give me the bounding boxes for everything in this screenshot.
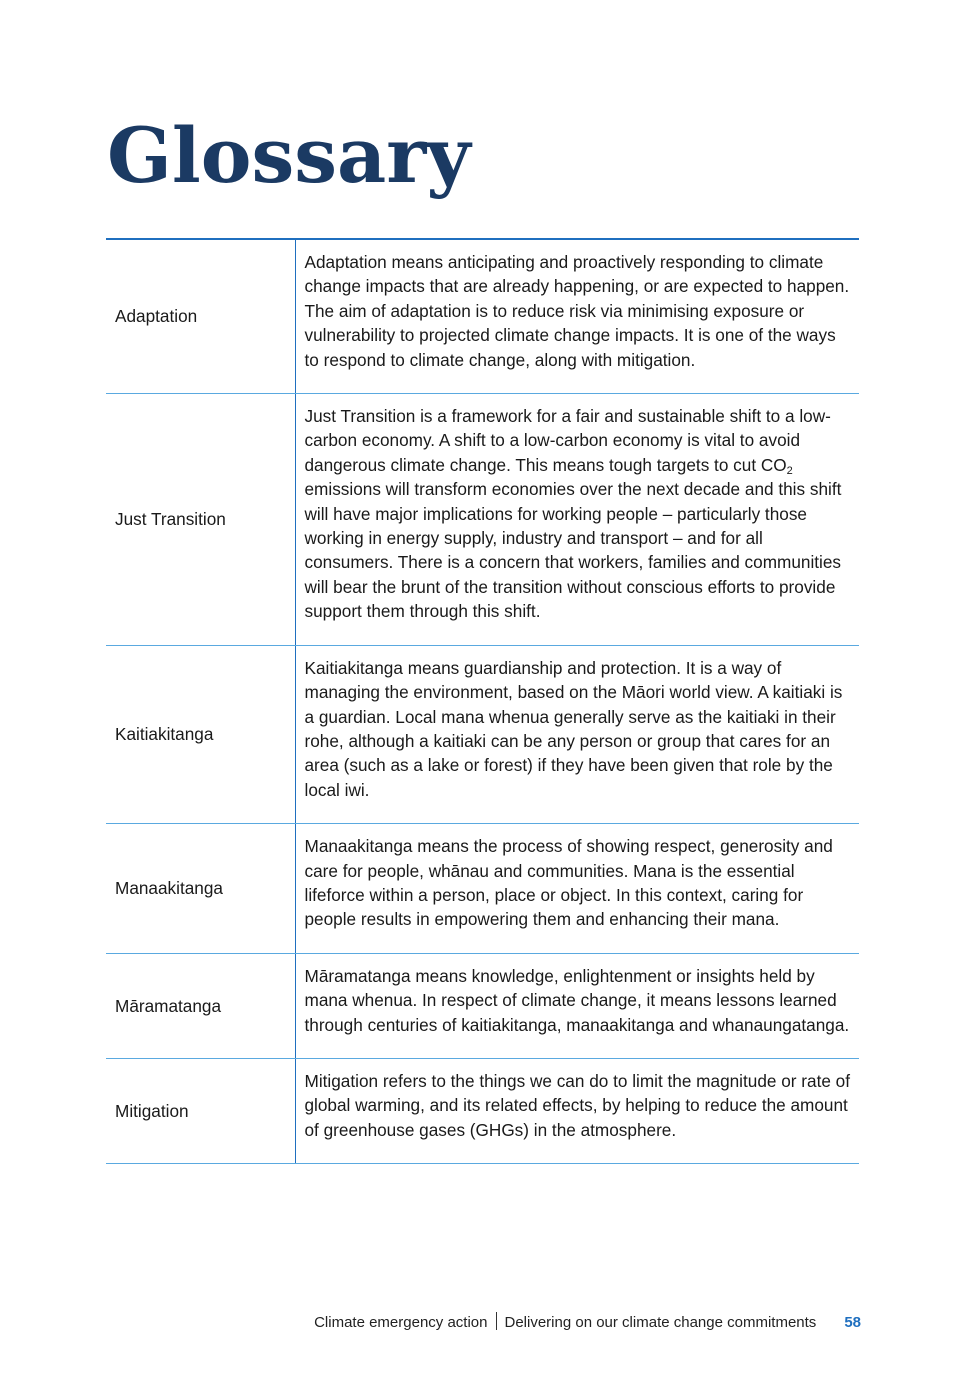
definition-text-part: emissions will transform economies over the next decade and this shift will have major implications for working people – particularly those working in energy supply, industry and transport – and for all consumers. There is a concern that workers, families and communities will bear the brunt of the transition without conscious efforts to provide support them through this shift. [304,479,842,622]
footer-document-title: Climate emergency action [314,1314,488,1331]
glossary-term: Adaptation [106,239,295,394]
glossary-table [106,238,859,1164]
glossary-row-adaptation [106,239,859,394]
glossary-row-kaitiakitanga [106,645,859,823]
glossary-row-maramatanga [106,953,859,1058]
glossary-definition: Kaitiakitanga means guardianship and protection. It is a way of managing the environment, based on the Māori world view. A kaitiaki is a guardian. Local mana whenua generally serve as the kaitiaki in their rohe, although a kaitiaki can be any person or group that cares for an area (such as a lake or forest) if they have been given that role by the local iwi. [295,645,859,823]
glossary-definition: Māramatanga means knowledge, enlightenment or insights held by mana whenua. In respect of climate change, it means lessons learned through centuries of kaitiakitanga, manaakitanga and whanaungatanga. [295,953,859,1058]
glossary-definition [295,394,859,646]
glossary-row-just-transition [106,394,859,646]
glossary-term: Māramatanga [106,953,295,1058]
glossary-term: Kaitiakitanga [106,645,295,823]
subscript-two: 2 [786,464,793,477]
glossary-definition: Manaakitanga means the process of showing respect, generosity and care for people, whānau and communities. Mana is the essential lifeforce within a person, place or object. In this context, caring for people results in empowering them and enhancing their mana. [295,824,859,954]
glossary-definition: Adaptation means anticipating and proactively responding to climate change impacts that are already happening, or are expected to happen. The aim of adaptation is to reduce risk via minimising exposure or vulnerability to projected climate change impacts. It is one of the ways to respond to climate change, along with mitigation. [295,239,859,394]
page-title: Glossary [107,111,471,200]
page-footer [314,1312,861,1333]
footer-divider [496,1312,497,1330]
page-number: 58 [844,1314,861,1331]
glossary-term: Just Transition [106,394,295,646]
glossary-definition: Mitigation refers to the things we can do to limit the magnitude or rate of global warming, and its related effects, by helping to reduce the amount of greenhouse gases (GHGs) in the atmosphere. [295,1058,859,1163]
glossary-row-mitigation [106,1058,859,1163]
footer-section-title: Delivering on our climate change commitments [504,1314,817,1331]
glossary-term: Mitigation [106,1058,295,1163]
definition-text-part: Just Transition is a framework for a fair and sustainable shift to a low-carbon economy. A shift to a low-carbon economy is vital to avoid dangerous climate change. This means tough targets to cut CO [304,406,831,475]
glossary-row-manaakitanga [106,824,859,954]
glossary-term: Manaakitanga [106,824,295,954]
